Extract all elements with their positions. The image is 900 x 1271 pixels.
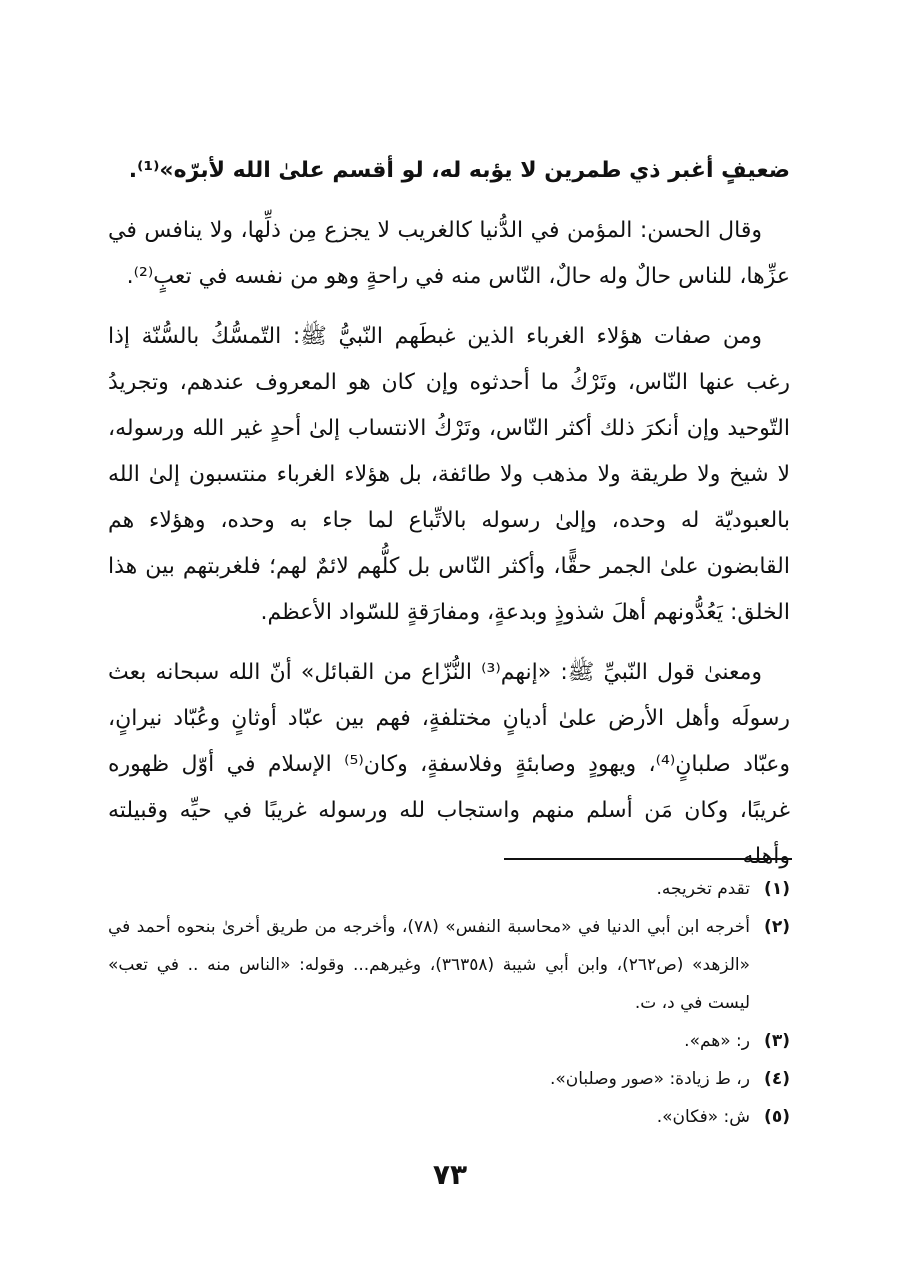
footnote-number: (٥) <box>764 1107 790 1127</box>
paragraph-2: وقال الحسن: المؤمن في الدُّنيا كالغريب لا يجزع مِن ذلِّها، ولا ينافس في عزِّها، للناس حالٌ وله حالٌ، النّاس منه في راحةٍ وهو من نفسه في تعبٍ⁽²⁾. <box>108 218 790 289</box>
footnote-text: ر، ط زيادة: «صور وصلبان». <box>549 1069 750 1089</box>
footnote-4 <box>108 1060 790 1098</box>
footnote-number: (٤) <box>764 1069 790 1089</box>
footnote-number: (١) <box>764 879 790 899</box>
paragraph-1: ضعيفٍ أغبر ذي طمرين لا يؤبه له، لو أقسم علىٰ الله لأبرّه»⁽¹⁾. <box>128 158 790 183</box>
main-text <box>108 148 790 894</box>
footnotes <box>108 870 790 1136</box>
paragraph-3: ومن صفات هؤلاء الغرباء الذين غبطَهم النّبيُّ ﷺ: التّمسُّكُ بالسُّنّة إذا رغب عنها النّاس، وتَرْكُ ما أحدثوه وإن كان هو المعروف عندهم، وتجريدُ التّوحيد وإن أنكرَ ذلك أكثر النّاس، وتَرْكُ الانتساب إلىٰ أحدٍ غير الله ورسوله، لا شيخ ولا طريقة ولا مذهب ولا طائفة، بل هؤلاء الغرباء منتسبون إلىٰ الله بالعبوديّة له وحده، وإلىٰ رسوله بالاتِّباع لما جاء به وحده، وهؤلاء هم القابضون علىٰ الجمر حقًّا، وأكثر النّاس بل كلُّهم لائمٌ لهم؛ فلغربتهم بين هذا الخلق: يَعُدُّونهم أهلَ شذوذٍ وبدعةٍ، ومفارَقةٍ للسّواد الأعظم. <box>108 324 790 625</box>
footnote-2 <box>108 908 790 1022</box>
paragraph-4: ومعنىٰ قول النّبيِّ ﷺ: «إنهم⁽³⁾ النُّزّاع من القبائل» أنّ الله سبحانه بعث رسولَه وأهل الأرض علىٰ أديانٍ مختلفةٍ، فهم بين عبّاد أوثانٍ وعُبّاد نيرانٍ، وعبّاد صلبانٍ⁽⁴⁾، ويهودٍ وصابئةٍ وفلاسفةٍ، وكان⁽⁵⁾ الإسلام في أوّل ظهوره غريبًا، وكان مَن أسلم منهم واستجاب لله ورسوله غريبًا في حيِّه وقبيلته وأهله <box>108 660 791 869</box>
footnote-number: (٢) <box>764 917 790 937</box>
footnote-number: (٣) <box>764 1031 790 1051</box>
footnote-text: أخرجه ابن أبي الدنيا في «محاسبة النفس» (٧٨)، وأخرجه من طريق أخرىٰ بنحوه أحمد في «الزهد» (ص٢٦٢)، وابن أبي شيبة (٣٦٣٥٨)، وغيرهم... وقوله: «الناس منه .. في تعب» ليست في د، ت. <box>108 917 751 1013</box>
footnote-1 <box>108 870 790 908</box>
footnote-text: ر: «هم». <box>684 1031 750 1051</box>
footnote-text: تقدم تخريجه. <box>656 879 750 899</box>
page-number: ٧٣ <box>432 1158 468 1191</box>
footnote-divider <box>504 858 792 860</box>
footnote-3 <box>108 1022 790 1060</box>
footnote-5 <box>108 1098 790 1136</box>
footnote-text: ش: «فكان». <box>656 1107 750 1127</box>
